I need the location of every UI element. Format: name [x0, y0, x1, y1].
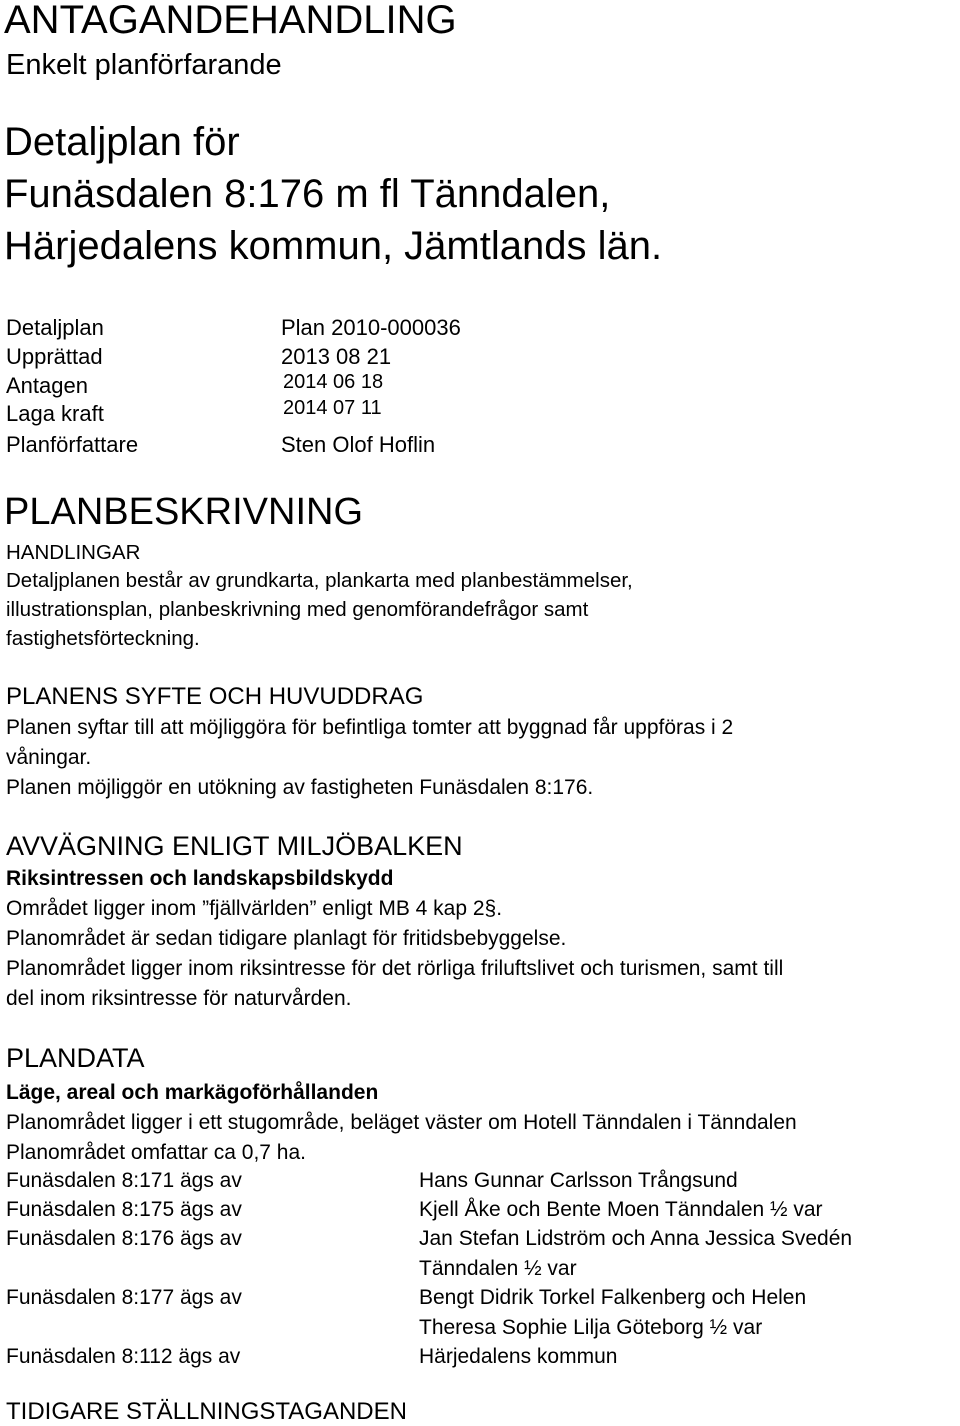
owner-property: Funäsdalen 8:177 ägs av [6, 1286, 242, 1309]
subheading-handlingar: HANDLINGAR [6, 541, 141, 564]
meta-value: 2014 06 18 [283, 371, 384, 393]
paragraph-line: Planområdet är sedan tidigare planlagt för fritidsbebyggelse. [6, 927, 567, 950]
section-heading-syfte: PLANENS SYFTE OCH HUVUDDRAG [6, 683, 424, 710]
plan-title-line-2: Funäsdalen 8:176 m fl Tänndalen, [4, 172, 611, 216]
owner-property: Funäsdalen 8:171 ägs av [6, 1169, 242, 1192]
paragraph-line: Området ligger inom ”fjällvärlden” enligt MB 4 kap 2§. [6, 897, 503, 920]
paragraph-line: Detaljplanen består av grundkarta, plankarta med planbestämmelser, [6, 569, 633, 592]
owner-name: Theresa Sophie Lilja Göteborg ½ var [419, 1316, 763, 1339]
owner-name: Kjell Åke och Bente Moen Tänndalen ½ var [419, 1198, 823, 1221]
section-heading-plandata: PLANDATA [6, 1043, 145, 1073]
owner-property: Funäsdalen 8:112 ägs av [6, 1345, 241, 1368]
owner-property: Funäsdalen 8:175 ägs av [6, 1198, 242, 1221]
owner-name: Hans Gunnar Carlsson Trångsund [419, 1169, 738, 1192]
subheading-riksintressen: Riksintressen och landskapsbildskydd [6, 867, 394, 890]
subheading-lage-areal: Läge, areal och markägoförhållanden [6, 1081, 379, 1104]
meta-value: 2014 07 11 [283, 397, 382, 419]
owner-name: Jan Stefan Lidström och Anna Jessica Svedén [419, 1227, 853, 1250]
paragraph-line: Planområdet ligger inom riksintresse för det rörliga friluftslivet och turismen, samt till [6, 957, 784, 980]
paragraph-line: illustrationsplan, planbeskrivning med genomförandefrågor samt [6, 598, 589, 621]
paragraph-line: Planområdet ligger i ett stugområde, beläget väster om Hotell Tänndalen i Tänndalen [6, 1111, 797, 1134]
meta-label: Laga kraft [6, 401, 104, 426]
meta-label: Planförfattare [6, 432, 139, 457]
document-title: ANTAGANDEHANDLING [4, 0, 457, 42]
paragraph-line: Planen syftar till att möjliggöra för befintliga tomter att byggnad får uppföras i 2 [6, 716, 734, 739]
section-heading-planbeskrivning: PLANBESKRIVNING [4, 491, 363, 533]
paragraph-line: Planen möjliggör en utökning av fastigheten Funäsdalen 8:176. [6, 776, 594, 799]
document-subtitle: Enkelt planförfarande [6, 49, 282, 81]
paragraph-line: del inom riksintresse för naturvården. [6, 987, 352, 1010]
owner-name: Härjedalens kommun [419, 1345, 618, 1368]
owner-name: Bengt Didrik Torkel Falkenberg och Helen [419, 1286, 807, 1309]
paragraph-line: Planområdet omfattar ca 0,7 ha. [6, 1141, 306, 1164]
owner-name: Tänndalen ½ var [419, 1257, 577, 1280]
meta-label: Detaljplan [6, 315, 104, 340]
section-heading-tidigare: TIDIGARE STÄLLNINGSTAGANDEN [6, 1398, 407, 1425]
section-heading-avvagning: AVVÄGNING ENLIGT MILJÖBALKEN [6, 831, 463, 861]
plan-title-line-3: Härjedalens kommun, Jämtlands län. [4, 224, 663, 268]
owner-property: Funäsdalen 8:176 ägs av [6, 1227, 242, 1250]
meta-label: Antagen [6, 373, 88, 398]
paragraph-line: fastighetsförteckning. [6, 627, 200, 650]
meta-value: Plan 2010-000036 [281, 315, 461, 340]
paragraph-line: våningar. [6, 746, 92, 769]
meta-label: Upprättad [6, 344, 103, 369]
meta-value: 2013 08 21 [281, 344, 392, 369]
plan-title-line-1: Detaljplan för [4, 120, 240, 164]
meta-value: Sten Olof Hoflin [281, 432, 436, 457]
